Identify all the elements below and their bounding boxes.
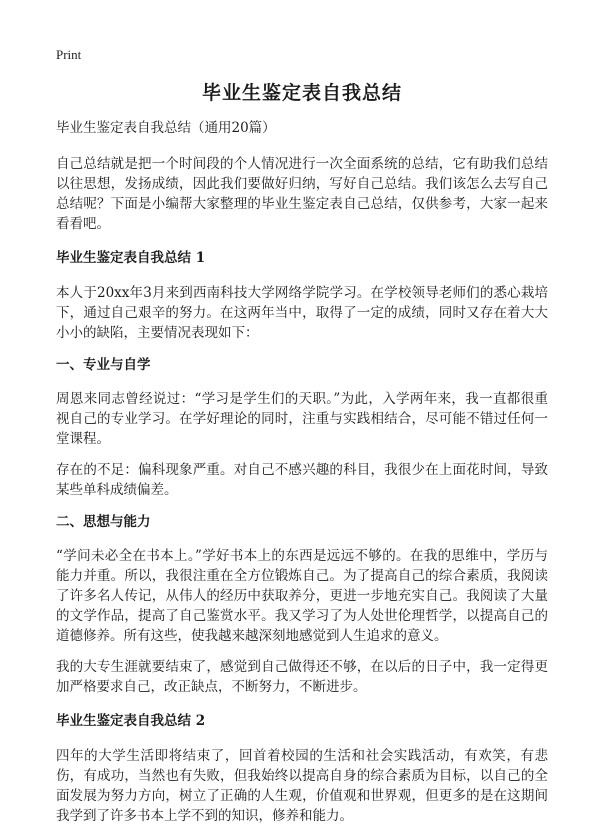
- major-study-paragraph: 周恩来同志曾经说过：“学习是学生们的天职。”为此，入学两年来，我一直都很重视自己的专业学习。在学好理论的同时，注重与实践相结合，尽可能不错过任何一堂课程。: [56, 391, 548, 447]
- shortcomings-paragraph: 存在的不足：偏科现象严重。对自己不感兴趣的科目，我很少在上面花时间，导致某些单科成绩偏差。: [56, 462, 548, 498]
- section-2-paragraph: 四年的大学生活即将结束了，回首着校园的生活和社会实践活动，有欢笑，有悲伤，有成功，当然也有失败，但我始终以提高自身的综合素质为目标，以自己的全面发展为努力方向，树立了正确的人生观，价值观和世界观，但更多的是在这期间我学到了许多书本上学不到的知识，修养和能力。: [56, 748, 548, 824]
- section-heading-1: 毕业生鉴定表自我总结 1: [56, 250, 206, 266]
- section-1-paragraph: 本人于20xx年3月来到西南科技大学网络学院学习。在学校领导老师们的悉心栽培下，通过自己艰辛的努力。在这两年当中，取得了一定的成绩，同时又存在着大大小小的缺陷，主要情况表现如下：: [56, 285, 548, 341]
- section-heading-2: 毕业生鉴定表自我总结 2: [56, 713, 206, 729]
- conclusion-paragraph: 我的大专生涯就要结束了，感觉到自己做得还不够，在以后的日子中，我一定得更加严格要求自己，改正缺点，不断努力，不断进步。: [56, 659, 548, 695]
- document-subtitle: 毕业生鉴定表自我总结（通用20篇）: [56, 120, 276, 136]
- intro-paragraph: 自己总结就是把一个时间段的个人情况进行一次全面系统的总结，它有助我们总结以往思想，发扬成绩，因此我们要做好归纳，写好自己总结。我们该怎么去写自己总结呢？下面是小编帮大家整理的毕业生鉴定表自己总结，仅供参考，大家一起来看看吧。: [56, 156, 548, 232]
- document-body: [56, 78, 548, 837]
- page-title: 毕业生鉴定表自我总结: [201, 82, 402, 104]
- subsection-heading-thought-ability: 二、思想与能力: [56, 514, 151, 530]
- subsection-heading-major-study: 一、专业与自学: [56, 357, 151, 373]
- thought-ability-paragraph: “学问未必全在书本上。”学好书本上的东西是远远不够的。在我的思维中，学历与能力并重。所以，我很注重在全方位锻炼自己。为了提高自己的综合素质，我阅读了许多名人传记，从伟人的经历中获取养分，更进一步地充实自己。我阅读了大量的文学作品，提高了自己鉴赏水平。我又学习了为人处世伦理哲学，以提高自己的道德修养。所有这些，使我越来越深刻地感觉到人生追求的意义。: [56, 548, 548, 644]
- print-link[interactable]: Print: [56, 47, 82, 62]
